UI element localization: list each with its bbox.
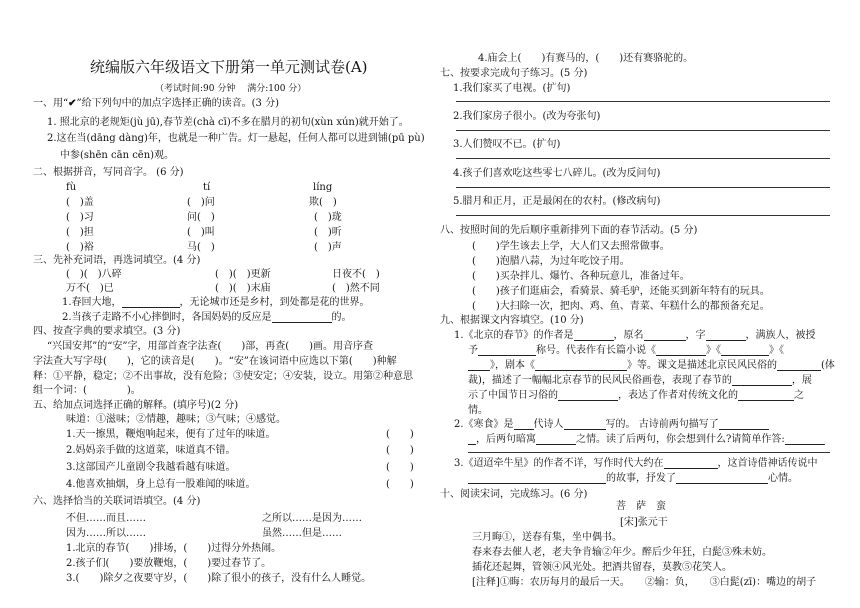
- answer-blank[interactable]: [785, 435, 825, 445]
- check-mark-icon: ✔: [68, 98, 77, 109]
- page-title: 统编版六年级语文下册第一单元测试卷(A): [90, 58, 368, 76]
- q9-p1-line6: 情。: [468, 405, 488, 416]
- answer-blank[interactable]: [272, 313, 332, 323]
- q7-item: 4.孩子们喜欢吃这些零七八碎儿。(改为反问句): [453, 168, 661, 179]
- q2-blank[interactable]: ( )裕: [66, 242, 94, 253]
- q5-item: 4.他喜欢抽烟，身上总有一股难闻的味道。: [66, 479, 256, 490]
- q4-heading: 四、按查字典的要求填空。(3 分): [33, 326, 181, 337]
- q6-option: 虽然……但是……: [262, 528, 342, 539]
- q6-option: 因为……所以……: [66, 528, 146, 539]
- q4-line-1: “兴国安邦”的“安”字，用部首查字法查( )部，再查( )画。用音序查: [47, 341, 374, 352]
- q3-idiom-blank[interactable]: ( )然不同: [332, 283, 380, 294]
- answer-blank[interactable]: [656, 346, 706, 356]
- answer-line[interactable]: [456, 101, 830, 102]
- q9-heading: 九、根据课文内容填空。(10 分): [440, 315, 584, 326]
- answer-blank[interactable]: [514, 420, 534, 430]
- answer-blank[interactable]: [706, 331, 746, 341]
- q8-item: ( )买杂拌儿、爆竹、各种玩意儿，准备过年。: [472, 271, 690, 282]
- q2-blank[interactable]: 欺( ): [309, 197, 337, 208]
- answer-line[interactable]: [456, 187, 830, 188]
- q6-sentence: 2.孩子们( )要放鞭炮，( )要过春节了。: [66, 558, 272, 569]
- answer-line[interactable]: [468, 452, 830, 453]
- q9-p1-line4: 裁)，描述了一幅幅北京春节的民风民俗画卷，表现了春节的 ，展: [468, 375, 812, 386]
- poem-notes: [注释]①晦：农历每月的最后一天。 ②输：负， ③白髭(zī)：嘴边的胡子: [472, 577, 817, 588]
- q9-p2-line2: ，后两句暗寓 之情。读了后两句，你会想到什么?请简单作答:: [468, 435, 825, 445]
- q4-line-4: 组一个词：( )。: [33, 385, 141, 396]
- answer-blank[interactable]: [719, 420, 769, 430]
- q6-heading: 六、选择恰当的关联词语填空。(4 分): [33, 496, 201, 507]
- q5-options: 味道：①滋味；②情趣，趣味；③气味；④感觉。: [66, 414, 286, 425]
- answer-blank[interactable]: [478, 346, 536, 356]
- q5-item: 2.妈妈亲手做的这道菜，味道真不错。: [66, 445, 236, 456]
- answer-line[interactable]: [456, 215, 830, 216]
- q5-item: 3.这部国产儿童剧令我越看越有味道。: [66, 462, 236, 473]
- answer-blank[interactable]: [777, 361, 821, 371]
- q7-item: 5.腊月和正月，正是最闲在的农村。(修改病句): [453, 196, 661, 207]
- q1-sentence-3: 中参(shēn cān cēn)观。: [60, 150, 175, 161]
- answer-blank[interactable]: [468, 435, 476, 445]
- answer-line[interactable]: [456, 158, 830, 159]
- answer-blank[interactable]: [738, 391, 794, 401]
- q2-blank[interactable]: ( )听: [314, 227, 342, 238]
- q5-answer-paren[interactable]: ( ): [386, 429, 414, 440]
- poem-line: 插花还起舞，管领④风光处。把酒共留春，莫教⑤花笑人。: [472, 562, 732, 573]
- q8-item: ( )大扫除一次，把肉、鸡、鱼、青菜、年糕什么的都预备充足。: [472, 301, 770, 312]
- q6-option: 之所以……是因为……: [262, 513, 362, 524]
- answer-line[interactable]: [456, 130, 830, 131]
- q8-item: ( )泡腊八蒜，为过年吃饺子用。: [472, 256, 630, 267]
- poem-title: 菩 萨 蛮: [616, 501, 666, 512]
- q2-pinyin-2: tí: [203, 182, 211, 193]
- q7-item: 1.我们家买了电视。(扩句): [453, 83, 571, 94]
- q9-p3-line1: 3.《迢迢牵牛星》的作者不详，写作时代大约在 ，这首诗借神话传说中: [454, 458, 818, 469]
- q2-pinyin-1: fù: [66, 182, 77, 193]
- q5-answer-paren[interactable]: ( ): [386, 445, 414, 456]
- q4-line-3: 释：①平静，稳定；②不出事故，没有危险；③使安定；④安装，设立。用第②种意思: [33, 371, 413, 382]
- answer-blank[interactable]: [721, 346, 769, 356]
- q3-idiom-blank[interactable]: 万不( )已: [66, 283, 114, 294]
- q8-heading: 八、按照时间的先后顺序重新排列下面的春节活动。(5 分): [440, 225, 698, 236]
- q9-p1-line3: 》，剧本《 》等。课文是描述北京民风民俗的 (体: [468, 361, 835, 371]
- answer-blank[interactable]: [664, 459, 718, 469]
- q6-option: 不但……而且……: [66, 513, 146, 524]
- q2-blank[interactable]: ( )问: [187, 197, 215, 208]
- q8-item: ( )学生该去上学，大人们又去照常做事。: [472, 241, 670, 252]
- poem-author: [宋]张元干: [620, 517, 668, 528]
- q2-blank[interactable]: ( )声: [314, 242, 342, 253]
- answer-blank[interactable]: [122, 298, 180, 308]
- q7-item: 2.我们家房子很小。(改为夸张句): [453, 111, 601, 122]
- q2-blank[interactable]: ( )担: [66, 227, 94, 238]
- q5-answer-paren[interactable]: ( ): [386, 479, 414, 490]
- q5-item: 1.天一擦黑，鞭炮响起来，便有了过年的味道。: [66, 429, 276, 440]
- q3-idiom-blank[interactable]: ( )( )更新: [215, 269, 271, 280]
- q5-heading: 五、给加点词选择正确的解释。(填序号)(2 分): [33, 400, 239, 411]
- q3-idiom-blank[interactable]: ( )( )末庙: [215, 283, 271, 294]
- answer-blank[interactable]: [558, 391, 618, 401]
- q1-sentence-2: 2.这在当(dāng dàng)年，也就是一种广告。灯一悬起，任何人都可以进到铺(pū pù): [47, 133, 425, 144]
- answer-blank[interactable]: [468, 474, 606, 484]
- answer-blank[interactable]: [676, 474, 768, 484]
- q1-heading: 一、用“✔”给下列句中的加点字选择正确的读音。(3 分): [33, 98, 279, 109]
- q5-answer-paren[interactable]: ( ): [386, 462, 414, 473]
- q4-line-2: 字法查大写字母( )，它的读音是( )。“安”在该词语中应选以下第( )种解: [33, 356, 397, 367]
- q9-p1-line5: 示了中国节日习俗的 ，表达了作者对传统文化的 之: [468, 390, 804, 401]
- q2-pinyin-3: líng: [313, 182, 333, 193]
- q6-sentence-4: 4.庙会上( )有赛马的，( )还有赛骆驼的。: [478, 53, 694, 64]
- answer-blank[interactable]: [732, 376, 792, 386]
- q2-heading: 二、根据拼音，写同音字。 (6 分): [33, 167, 184, 178]
- q3-idiom-blank[interactable]: 日夜不( ): [332, 269, 380, 280]
- q2-blank[interactable]: ( )叫: [187, 227, 215, 238]
- q9-p2-line1: 2.《寒食》是 代诗人 写的。 古诗前两句描写了: [454, 420, 769, 430]
- q3-heading: 三、先补充词语，再选词填空。(4 分): [33, 255, 201, 266]
- q2-blank[interactable]: ( )习: [66, 212, 94, 223]
- answer-blank[interactable]: [468, 361, 490, 371]
- q2-blank[interactable]: 问( ): [187, 212, 215, 223]
- answer-blank[interactable]: [535, 361, 627, 371]
- poem-line: 春来春去催人老，老夫争肯输②年少。醉后少年狂，白髭③殊未妨。: [472, 547, 772, 558]
- q1-sentence-1: 1. 照北京的老规矩(jù jū),春节差(chà cī)不多在腊月的初旬(xùn xún)就开始了。: [47, 117, 409, 128]
- q3-sentence-1: 1.春回大地， ，无论城市还是乡村，到处都是花的世界。: [62, 297, 370, 308]
- q9-p1-line1: 1.《北京的春节》的作者是 ，原名 ，字 ，满族人，被授: [454, 330, 816, 341]
- q3-sentence-2: 2.当孩子走路不小心摔倒时，各国妈妈的反应是 的。: [62, 312, 352, 323]
- answer-blank[interactable]: [536, 435, 576, 445]
- q8-item: ( )孩子们逛庙会，看骑景、骑毛驴，还能买到新年特有的玩具。: [472, 286, 770, 297]
- q9-p1-line2: 予 称号。代表作有长篇小说《 》《 》《: [468, 345, 784, 356]
- q7-item: 3.人们赞叹不已。(扩句): [453, 139, 561, 150]
- q6-sentence: 1.北京的春节( )排场，( )过得分外热闹。: [66, 543, 282, 554]
- q2-blank[interactable]: ( )盖: [66, 197, 94, 208]
- q10-heading: 十、阅读宋词，完成练习。(6 分): [440, 489, 588, 500]
- q9-p3-line2: 的故事，抒发了 心情。: [468, 474, 798, 484]
- answer-blank[interactable]: [574, 331, 614, 341]
- q6-sentence: 3.( )除夕之夜要守岁，( )除了很小的孩子，没有什么人睡觉。: [66, 573, 372, 584]
- q3-idiom-blank[interactable]: ( )( )八碎: [66, 269, 122, 280]
- answer-blank[interactable]: [644, 331, 686, 341]
- q7-heading: 七、按要求完成句子练习。(5 分): [440, 68, 588, 79]
- q2-blank[interactable]: 马( ): [187, 242, 215, 253]
- poem-line: 三月晦①，送春有集，坐中偶书。: [472, 532, 622, 543]
- q2-blank[interactable]: ( )珑: [314, 212, 342, 223]
- answer-blank[interactable]: [564, 420, 606, 430]
- exam-meta: （考试时间:90 分钟 满分:100 分）: [155, 84, 307, 94]
